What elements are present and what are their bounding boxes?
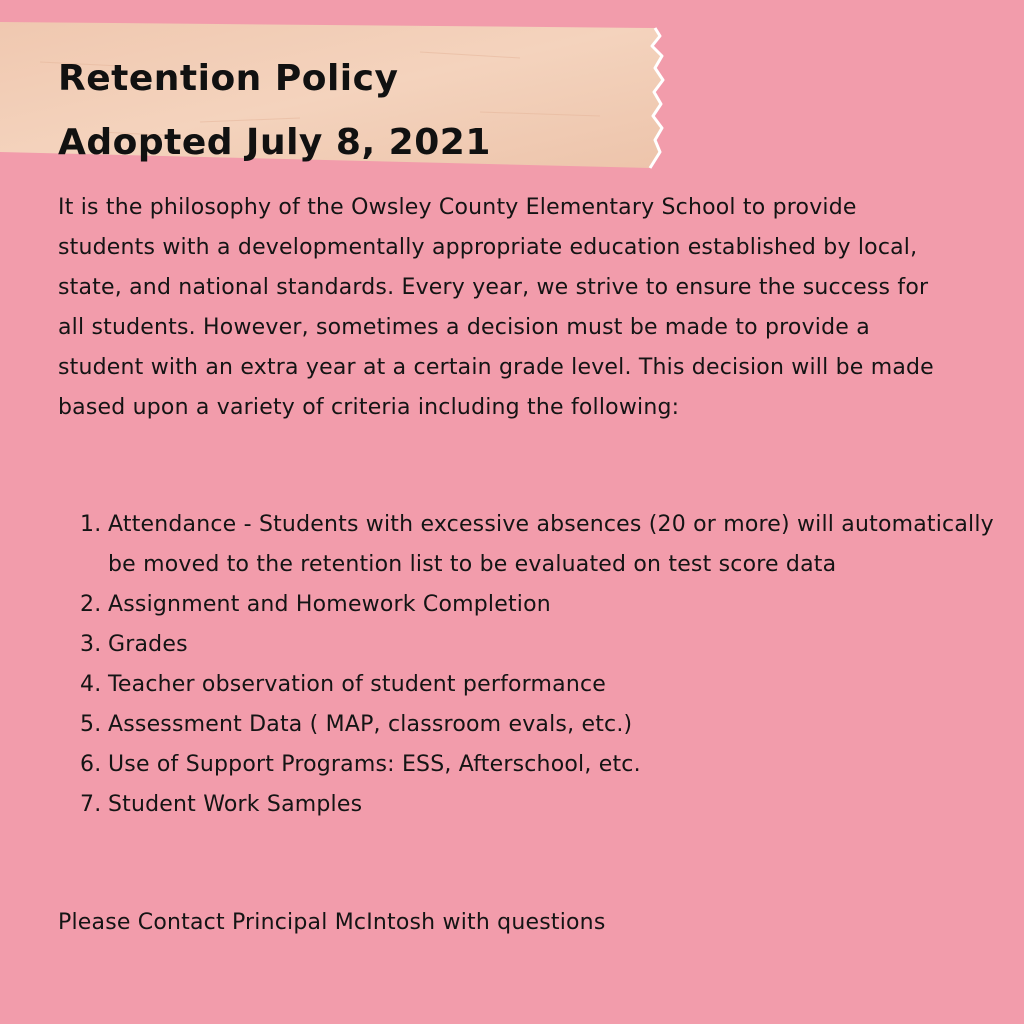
list-item — [80, 705, 1008, 745]
list-text: Teacher observation of student performance — [108, 672, 607, 697]
intro-paragraph: It is the philosophy of the Owsley County Elementary School to provide students with a developmentally appropriate education established by local, state, and national standards. Every year, we strive to ensure the success for all students. However, sometimes a decision must be made to provide a student with an extra year at a certain grade level. This decision will be made based upon a variety of criteria including the following: — [58, 195, 934, 420]
list-number: 6. — [80, 752, 102, 777]
list-text: Grades — [108, 632, 188, 657]
list-number: 4. — [80, 672, 102, 697]
list-text: Use of Support Programs: ESS, Afterschool, etc. — [108, 752, 641, 777]
title-line-2: Adopted July 8, 2021 — [58, 122, 491, 163]
list-item — [80, 625, 1008, 665]
list-number: 1. — [80, 512, 102, 537]
list-item — [80, 505, 1008, 585]
list-text: Student Work Samples — [108, 792, 363, 817]
contact-note: Please Contact Principal McIntosh with questions — [58, 910, 606, 935]
title-line-1: Retention Policy — [58, 58, 399, 99]
list-number: 3. — [80, 632, 102, 657]
list-item — [80, 665, 1008, 705]
list-number: 2. — [80, 592, 102, 617]
list-number: 7. — [80, 792, 102, 817]
torn-paper-banner — [0, 22, 668, 170]
list-item — [80, 745, 1008, 785]
page-title — [58, 47, 491, 175]
list-item — [80, 785, 1008, 825]
list-text: Assessment Data ( MAP, classroom evals, etc.) — [108, 712, 633, 737]
list-text: Attendance - Students with excessive absences (20 or more) will automatically be moved to the retention list to be evaluated on test score data — [108, 512, 994, 577]
list-text: Assignment and Homework Completion — [108, 592, 551, 617]
criteria-list — [58, 505, 1008, 825]
list-number: 5. — [80, 712, 102, 737]
list-item — [80, 585, 1008, 625]
